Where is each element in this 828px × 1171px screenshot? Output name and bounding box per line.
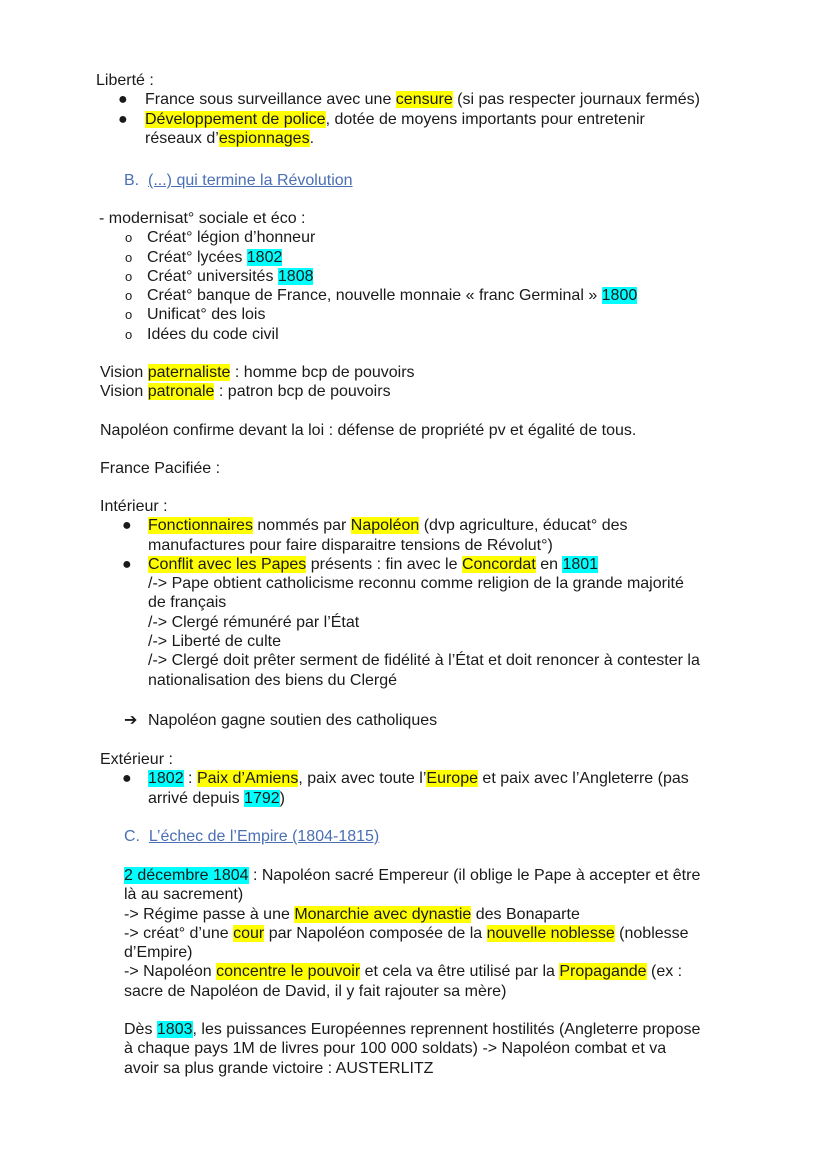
section-b-heading: B. (...) qui termine la Révolution xyxy=(124,172,353,189)
vision-line-2: Vision patronale : patron bcp de pouvoirs xyxy=(100,383,391,401)
list-item: o Idées du code civil xyxy=(125,325,279,343)
modernisation-heading: - modernisat° sociale et éco : xyxy=(99,210,306,227)
loi-paragraph: Napoléon confirme devant la loi : défense de propriété pv et égalité de tous. xyxy=(100,422,637,439)
list-item: ● Fonctionnaires nommés par Napoléon (dvp agriculture, éducat° des manufactures pour faire disparaitre tensions de Révolut°) xyxy=(122,517,628,554)
bullet-icon: ● xyxy=(122,555,132,573)
list-item: ● 1802 : Paix d’Amiens, paix avec toute l’Europe et paix avec l’Angleterre (pas arrivé depuis 1792) xyxy=(122,770,689,807)
list-item: o Unificat° des lois xyxy=(125,306,266,324)
list-item: o Créat° universités 1808 xyxy=(125,267,314,285)
bullet-icon: ● xyxy=(122,517,132,535)
modernisation-section xyxy=(99,209,739,344)
empire-paragraph: 2 décembre 1804 : Napoléon sacré Empereur (il oblige le Pape à accepter et être là au sacrement) -> Régime passe à une Monarchie avec dynastie des Bonaparte -> créat° d’une cour par Napoléon composée de la nouvelle noblesse (noblesse d’Empire) -> Napoléon concentre le pouvoir et cela va être utilisé par la Propagande (ex : sacre de Napoléon de David, il y fait rajouter sa mère) xyxy=(124,867,701,1000)
section-c-heading: C. L’échec de l’Empire (1804-1815) xyxy=(124,828,380,845)
bullet-icon: ● xyxy=(122,770,132,788)
arrow-conclusion: ➔ Napoléon gagne soutien des catholiques xyxy=(124,712,438,729)
list-item: ● Conflit avec les Papes présents : fin avec le Concordat en 1801 /-> Pape obtient catholicisme reconnu comme religion de la grande majorité de français /-> Clergé rémunéré par l’État /-> Liberté de culte /-> Clergé doit prêter serment de fidélité à l’État et doit renoncer à contester la nationalisation des biens du Clergé xyxy=(122,555,700,689)
liberte-label: Liberté : xyxy=(96,72,154,89)
bullet-icon: ● xyxy=(118,91,128,109)
exterieur-label: Extérieur : xyxy=(100,751,173,768)
bullet-icon: ● xyxy=(118,110,128,128)
austerlitz-paragraph: Dès 1803, les puissances Européennes reprennent hostilités (Angleterre propose à chaque pays 1M de livres pour 100 000 soldats) -> Napoléon combat et va avoir sa plus grande victoire : AUSTERLITZ xyxy=(124,1021,701,1077)
arrow-right-icon: ➔ xyxy=(124,712,138,729)
interieur-section xyxy=(100,497,760,690)
interieur-label: Intérieur : xyxy=(100,498,168,515)
exterieur-section xyxy=(100,750,760,808)
list-item: o Créat° lycées 1802 xyxy=(125,248,283,266)
list-item: ● Développement de police, dotée de moyens importants pour entretenir réseaux d’espionnages. xyxy=(118,110,645,147)
vision-section xyxy=(100,363,740,402)
list-item: ● France sous surveillance avec une censure (si pas respecter journaux fermés) xyxy=(118,91,700,109)
liberte-section xyxy=(96,71,736,148)
vision-line-1: Vision paternaliste : homme bcp de pouvoirs xyxy=(100,364,415,381)
list-item: o Créat° légion d’honneur xyxy=(125,229,316,247)
pacifiee-heading: France Pacifiée : xyxy=(100,460,221,477)
list-item: o Créat° banque de France, nouvelle monnaie « franc Germinal » 1800 xyxy=(125,287,638,305)
